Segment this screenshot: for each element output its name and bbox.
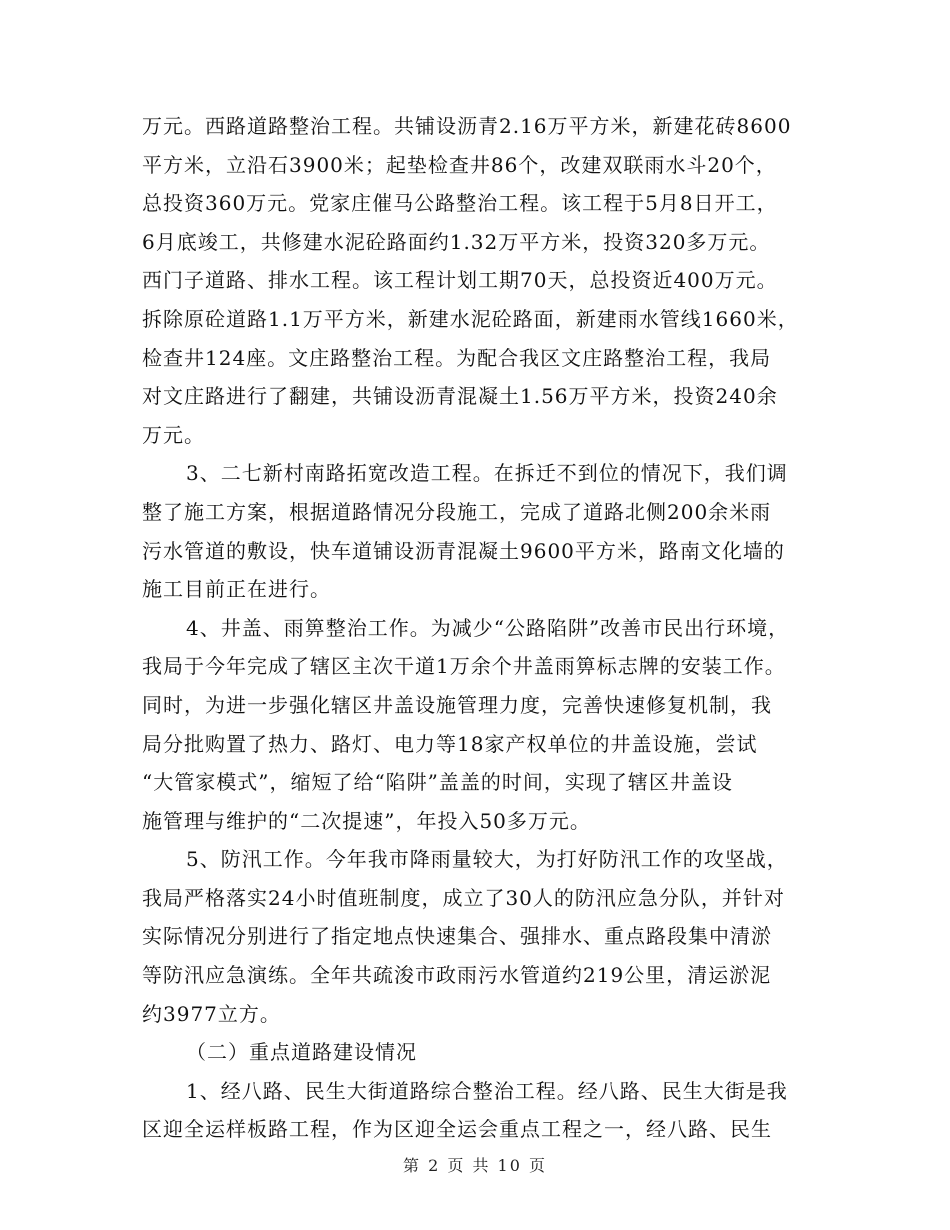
text-line: 等防汛应急演练。全年共疏浚市政雨污水管道约219公里，清运淤泥 <box>142 963 772 988</box>
text-line: 西门子道路、排水工程。该工程计划工期70天，总投资近400万元。 <box>142 268 778 293</box>
text-line: 整了施工方案，根据道路情况分段施工，完成了道路北侧200余米雨 <box>142 499 772 524</box>
text-line: 我局严格落实24小时值班制度，成立了30人的防汛应急分队，并针对 <box>142 885 785 910</box>
text-line: 实际情况分别进行了指定地点快速集合、强排水、重点路段集中清淤 <box>142 924 772 949</box>
text-line: 6月底竣工，共修建水泥砼路面约1.32万平方米，投资320多万元。 <box>142 229 771 254</box>
text-line: 局分批购置了热力、路灯、电力等18家产权单位的井盖设施，尝试 <box>142 731 758 756</box>
text-line: 施工目前正在进行。 <box>142 577 331 602</box>
text-line: 平方米，立沿石3900米；起垫检查井86个，改建双联雨水斗20个， <box>142 152 777 177</box>
document-body <box>142 107 810 1149</box>
text-line: 检查井124座。文庄路整治工程。为配合我区文庄路整治工程，我局 <box>142 345 772 370</box>
paragraph-start-line: 5、防汛工作。今年我市降雨量较大，为打好防汛工作的攻坚战， <box>186 847 788 872</box>
text-line: 对文庄路进行了翻建，共铺设沥青混凝土1.56万平方米，投资240余 <box>142 384 778 409</box>
text-line: 总投资360万元。党家庄催马公路整治工程。该工程于5月8日开工， <box>142 191 778 216</box>
text-line: 区迎全运样板路工程，作为区迎全运会重点工程之一，经八路、民生 <box>142 1117 772 1142</box>
text-line: “大管家模式”，缩短了给“陷阱”盖盖的时间，实现了辖区井盖设 <box>142 770 733 795</box>
section-heading: （二）重点道路建设情况 <box>186 1040 417 1065</box>
page-number-footer: 第 2 页 共 10 页 <box>403 1156 547 1175</box>
text-line: 约3977立方。 <box>142 1001 281 1026</box>
text-line: 拆除原砼道路1.1万平方米，新建水泥砼路面，新建雨水管线1660米， <box>142 306 799 331</box>
paragraph-start-line: 1、经八路、民生大街道路综合整治工程。经八路、民生大街是我 <box>186 1078 788 1103</box>
text-line: 我局于今年完成了辖区主次干道1万余个井盖雨箅标志牌的安装工作。 <box>142 654 786 679</box>
text-line: 万元。西路道路整治工程。共铺设沥青2.16万平方米，新建花砖8600 <box>142 114 792 138</box>
paragraph-start-line: 4、井盖、雨箅整治工作。为减少“公路陷阱”改善市民出行环境， <box>186 615 790 640</box>
paragraph-start-line: 3、二七新村南路拓宽改造工程。在拆迁不到位的情况下，我们调 <box>186 461 788 486</box>
text-line: 施管理与维护的“二次提速”，年投入50多万元。 <box>142 808 591 833</box>
text-line: 污水管道的敷设，快车道铺设沥青混凝土9600平方米，路南文化墙的 <box>142 538 785 563</box>
text-line: 同时，为进一步强化辖区井盖设施管理力度，完善快速修复机制，我 <box>142 692 772 717</box>
text-line: 万元。 <box>142 422 205 447</box>
